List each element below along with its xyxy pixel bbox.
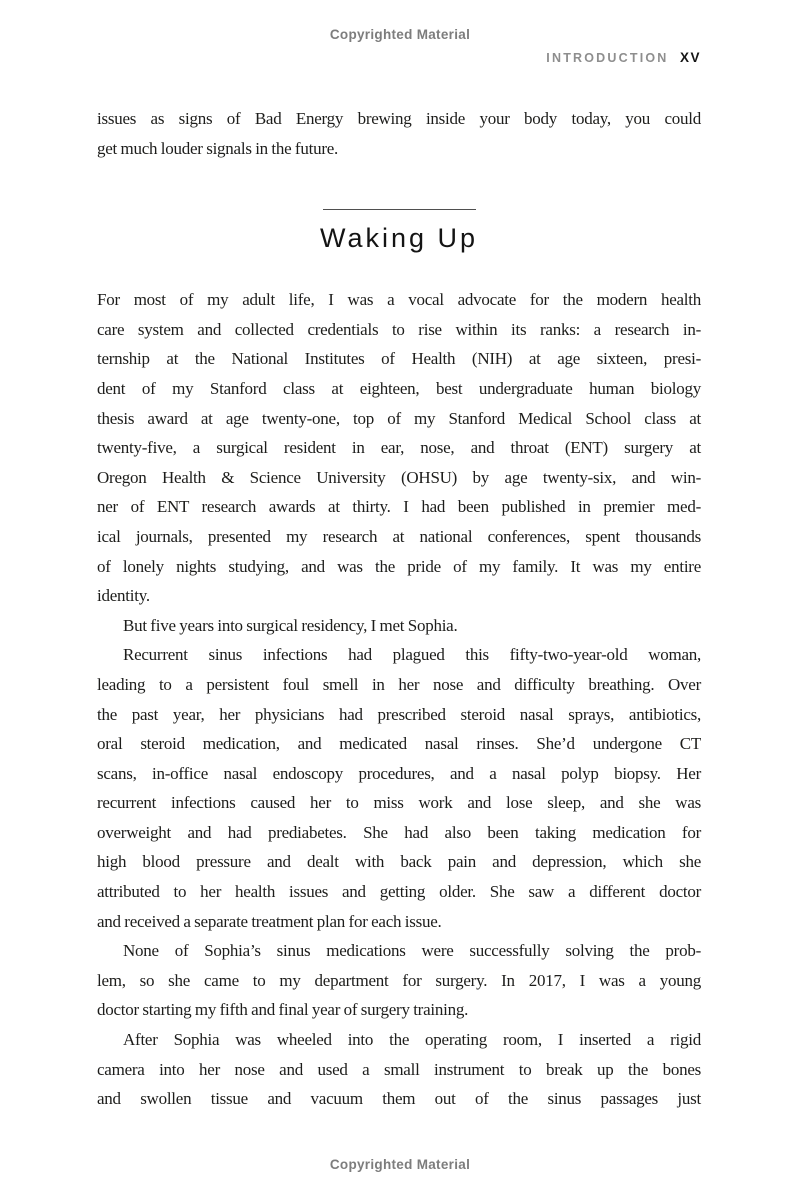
text-line: high blood pressure and dealt with back pain and depression, which she — [97, 852, 701, 872]
running-header-page-number: XV — [679, 50, 701, 65]
paragraph — [97, 936, 701, 1025]
text-line: and received a separate treatment plan for each issue. — [97, 911, 442, 931]
text-line: For most of my adult life, I was a vocal advocate for the modern health — [97, 290, 701, 310]
text-line: After Sophia was wheeled into the operating room, I inserted a rigid — [123, 1030, 701, 1050]
paragraph — [97, 611, 701, 641]
text-line: and swollen tissue and vacuum them out of the sinus passages just — [97, 1089, 701, 1109]
text-line: doctor starting my fifth and final year of surgery training. — [97, 1000, 469, 1020]
text-line: issues as signs of Bad Energy brewing inside your body today, you could — [97, 109, 701, 128]
text-line: of lonely nights studying, and was the pride of my family. It was my entire — [97, 556, 701, 576]
text-line: camera into her nose and used a small instrument to break up the bones — [97, 1059, 701, 1079]
copyright-notice-top: Copyrighted Material — [329, 27, 471, 42]
paragraph — [97, 640, 701, 936]
body-text — [97, 104, 701, 1114]
text-line: overweight and had prediabetes. She had also been taking medication for — [97, 822, 701, 842]
running-header — [546, 49, 701, 67]
text-line: attributed to her health issues and getting older. She saw a different doctor — [97, 882, 701, 902]
text-line: But five years into surgical residency, I met Sophia. — [123, 615, 458, 635]
text-line: care system and collected credentials to rise within its ranks: a research in- — [97, 319, 701, 339]
section-divider — [323, 209, 476, 210]
text-line: twenty-five, a surgical resident in ear, nose, and throat (ENT) surgery at — [97, 438, 701, 458]
text-line: oral steroid medication, and medicated nasal rinses. She’d undergone CT — [97, 734, 701, 754]
text-line: thesis award at age twenty-one, top of my Stanford Medical School class at — [97, 408, 701, 428]
text-line: ical journals, presented my research at national conferences, spent thousands — [97, 526, 701, 546]
text-line: Recurrent sinus infections had plagued this fifty-two-year-old woman, — [123, 645, 701, 665]
text-line: lem, so she came to my department for surgery. In 2017, I was a young — [97, 970, 701, 990]
text-line: recurrent infections caused her to miss work and lose sleep, and she was — [97, 793, 701, 813]
text-line: Oregon Health & Science University (OHSU) by age twenty-six, and win- — [97, 467, 701, 487]
text-line: ner of ENT research awards at thirty. I had been published in premier med- — [97, 497, 701, 517]
text-line: the past year, her physicians had prescribed steroid nasal sprays, antibiotics, — [97, 704, 701, 724]
section-heading-block — [97, 209, 701, 253]
text-line: scans, in-office nasal endoscopy procedures, and a nasal polyp biopsy. Her — [97, 763, 701, 783]
copyright-notice-bottom: Copyrighted Material — [329, 1157, 471, 1172]
text-line: ternship at the National Institutes of Health (NIH) at age sixteen, presi- — [97, 349, 701, 369]
section-heading: Waking Up — [319, 223, 479, 254]
paragraph — [97, 104, 701, 163]
running-header-section: INTRODUCTION — [546, 51, 669, 65]
text-line: identity. — [97, 586, 150, 606]
text-line: dent of my Stanford class at eighteen, best undergraduate human biology — [97, 378, 701, 398]
paragraph — [97, 1025, 701, 1114]
paragraph — [97, 285, 701, 611]
text-line: leading to a persistent foul smell in her nose and difficulty breathing. Over — [97, 674, 701, 694]
text-line: None of Sophia’s sinus medications were successfully solving the prob- — [123, 941, 701, 961]
text-line: get much louder signals in the future. — [97, 138, 339, 158]
